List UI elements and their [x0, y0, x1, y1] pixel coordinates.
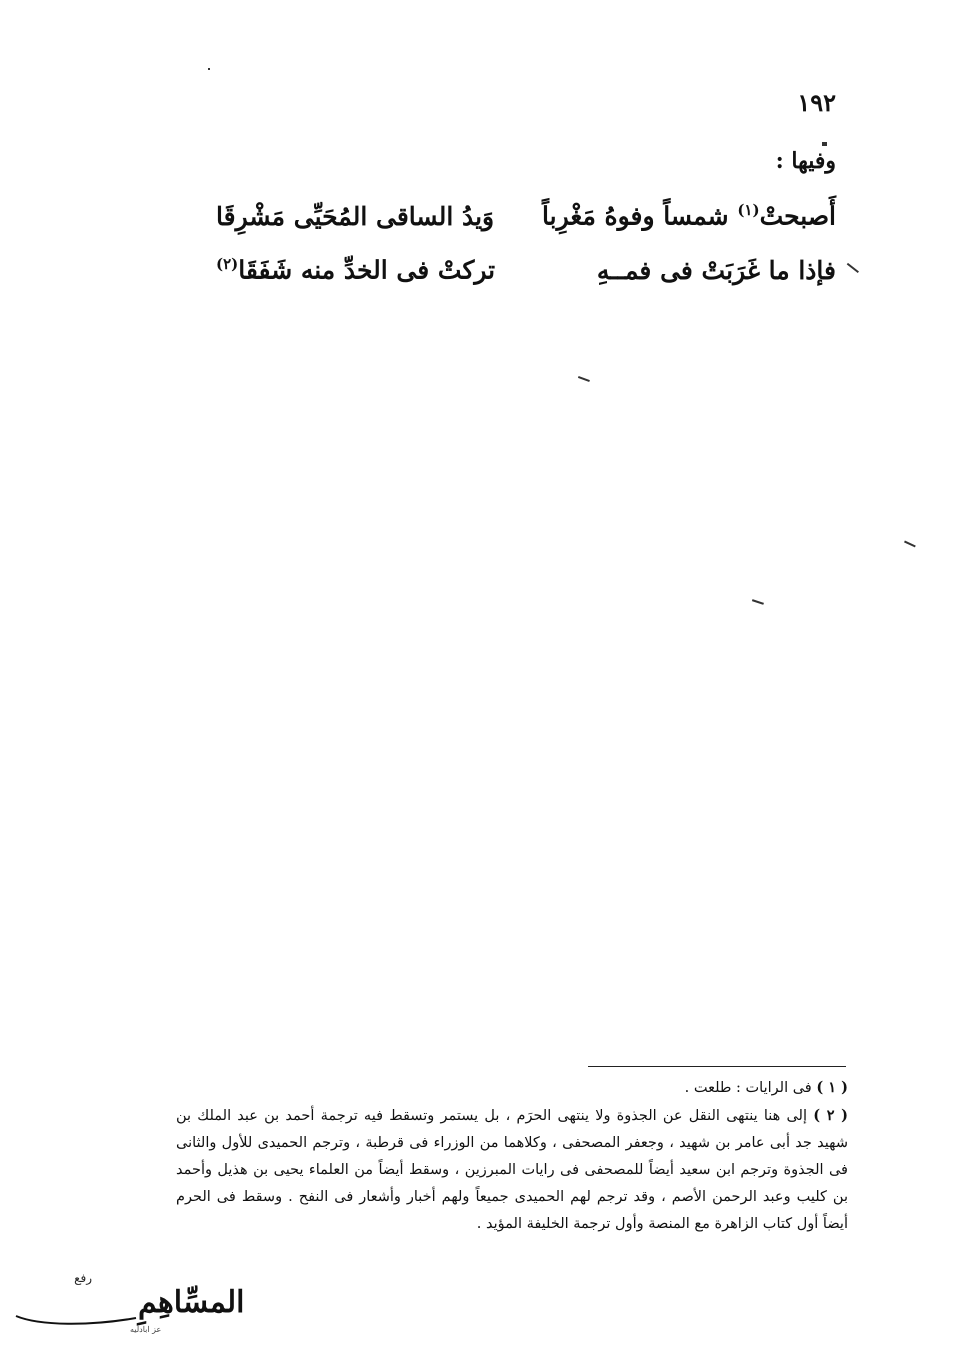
footnote-number: ( ٢ )	[813, 1107, 848, 1124]
footnote-text: إلى هنا ينتهى النقل عن الجذوة ولا ينتهى الحرَم ، بل يستمر وتسقط فيه ترجمة أحمد بن عبد الملك بن شهيد جد أبى عامر بن شهيد ، وجعفر المصحفى ، وكلاهما من الوزراء فى قرطبة ، وترجم الحميدى للأول والثانى فى الجذوة وترجم ابن سعيد أيضاً للمصحفى فى رايات المبرزين ، وسقط أيضاً من العلماء يحيى بن هذيل وأحمد بن كليب وعبد الرحمن الأصم ، وقد ترجم لهم الحميدى جميعاً ولهم أخبار وأشعار فى النفح . وسقط فى الحرم أيضاً أول كتاب الزاهرة مع المنصة وأول ترجمة الخليفة المؤيد .	[176, 1108, 848, 1232]
svg-text:رفع: رفع	[74, 1271, 92, 1285]
footnote-text: فى الرايات : طلعت .	[684, 1080, 817, 1096]
footnote	[176, 1074, 848, 1102]
verse-second-hemistich	[216, 255, 495, 284]
footnote-reference: (١)	[737, 201, 760, 220]
svg-text:المسِّاهِمِ: المسِّاهِمِ	[138, 1285, 245, 1320]
intro-line: وفيها :	[775, 148, 836, 174]
library-stamp	[10, 1268, 245, 1336]
footnotes	[176, 1074, 848, 1238]
footnote-number: ( ١ )	[816, 1079, 848, 1096]
verse-first-hemistich	[542, 201, 836, 230]
scan-speck	[208, 68, 210, 70]
verse-line	[216, 250, 836, 290]
verse-words: تركتْ فى الخدِّ منه شَفَقَا	[238, 255, 496, 285]
page-number: ١٩٢	[797, 88, 836, 117]
svg-text:عز ابادلیه: عز ابادلیه	[130, 1325, 162, 1334]
scan-speck	[822, 142, 827, 146]
calligraphy-stamp-icon	[10, 1268, 245, 1336]
footnote	[176, 1102, 848, 1238]
footnote-divider	[588, 1066, 846, 1067]
verse-first-hemistich: فإذا ما غَرَبَتْ فى فمــهِ	[596, 255, 836, 285]
footnote-reference: (٢)	[216, 255, 239, 274]
verse-word: أَصبحتْ	[759, 201, 836, 231]
verse-line	[216, 196, 836, 236]
verse-words: شمساً وفوهُ مَغْرِباً	[542, 201, 738, 231]
verse-second-hemistich: وَيدُ الساقى المُحَيِّى مَشْرِقَا	[216, 201, 495, 231]
